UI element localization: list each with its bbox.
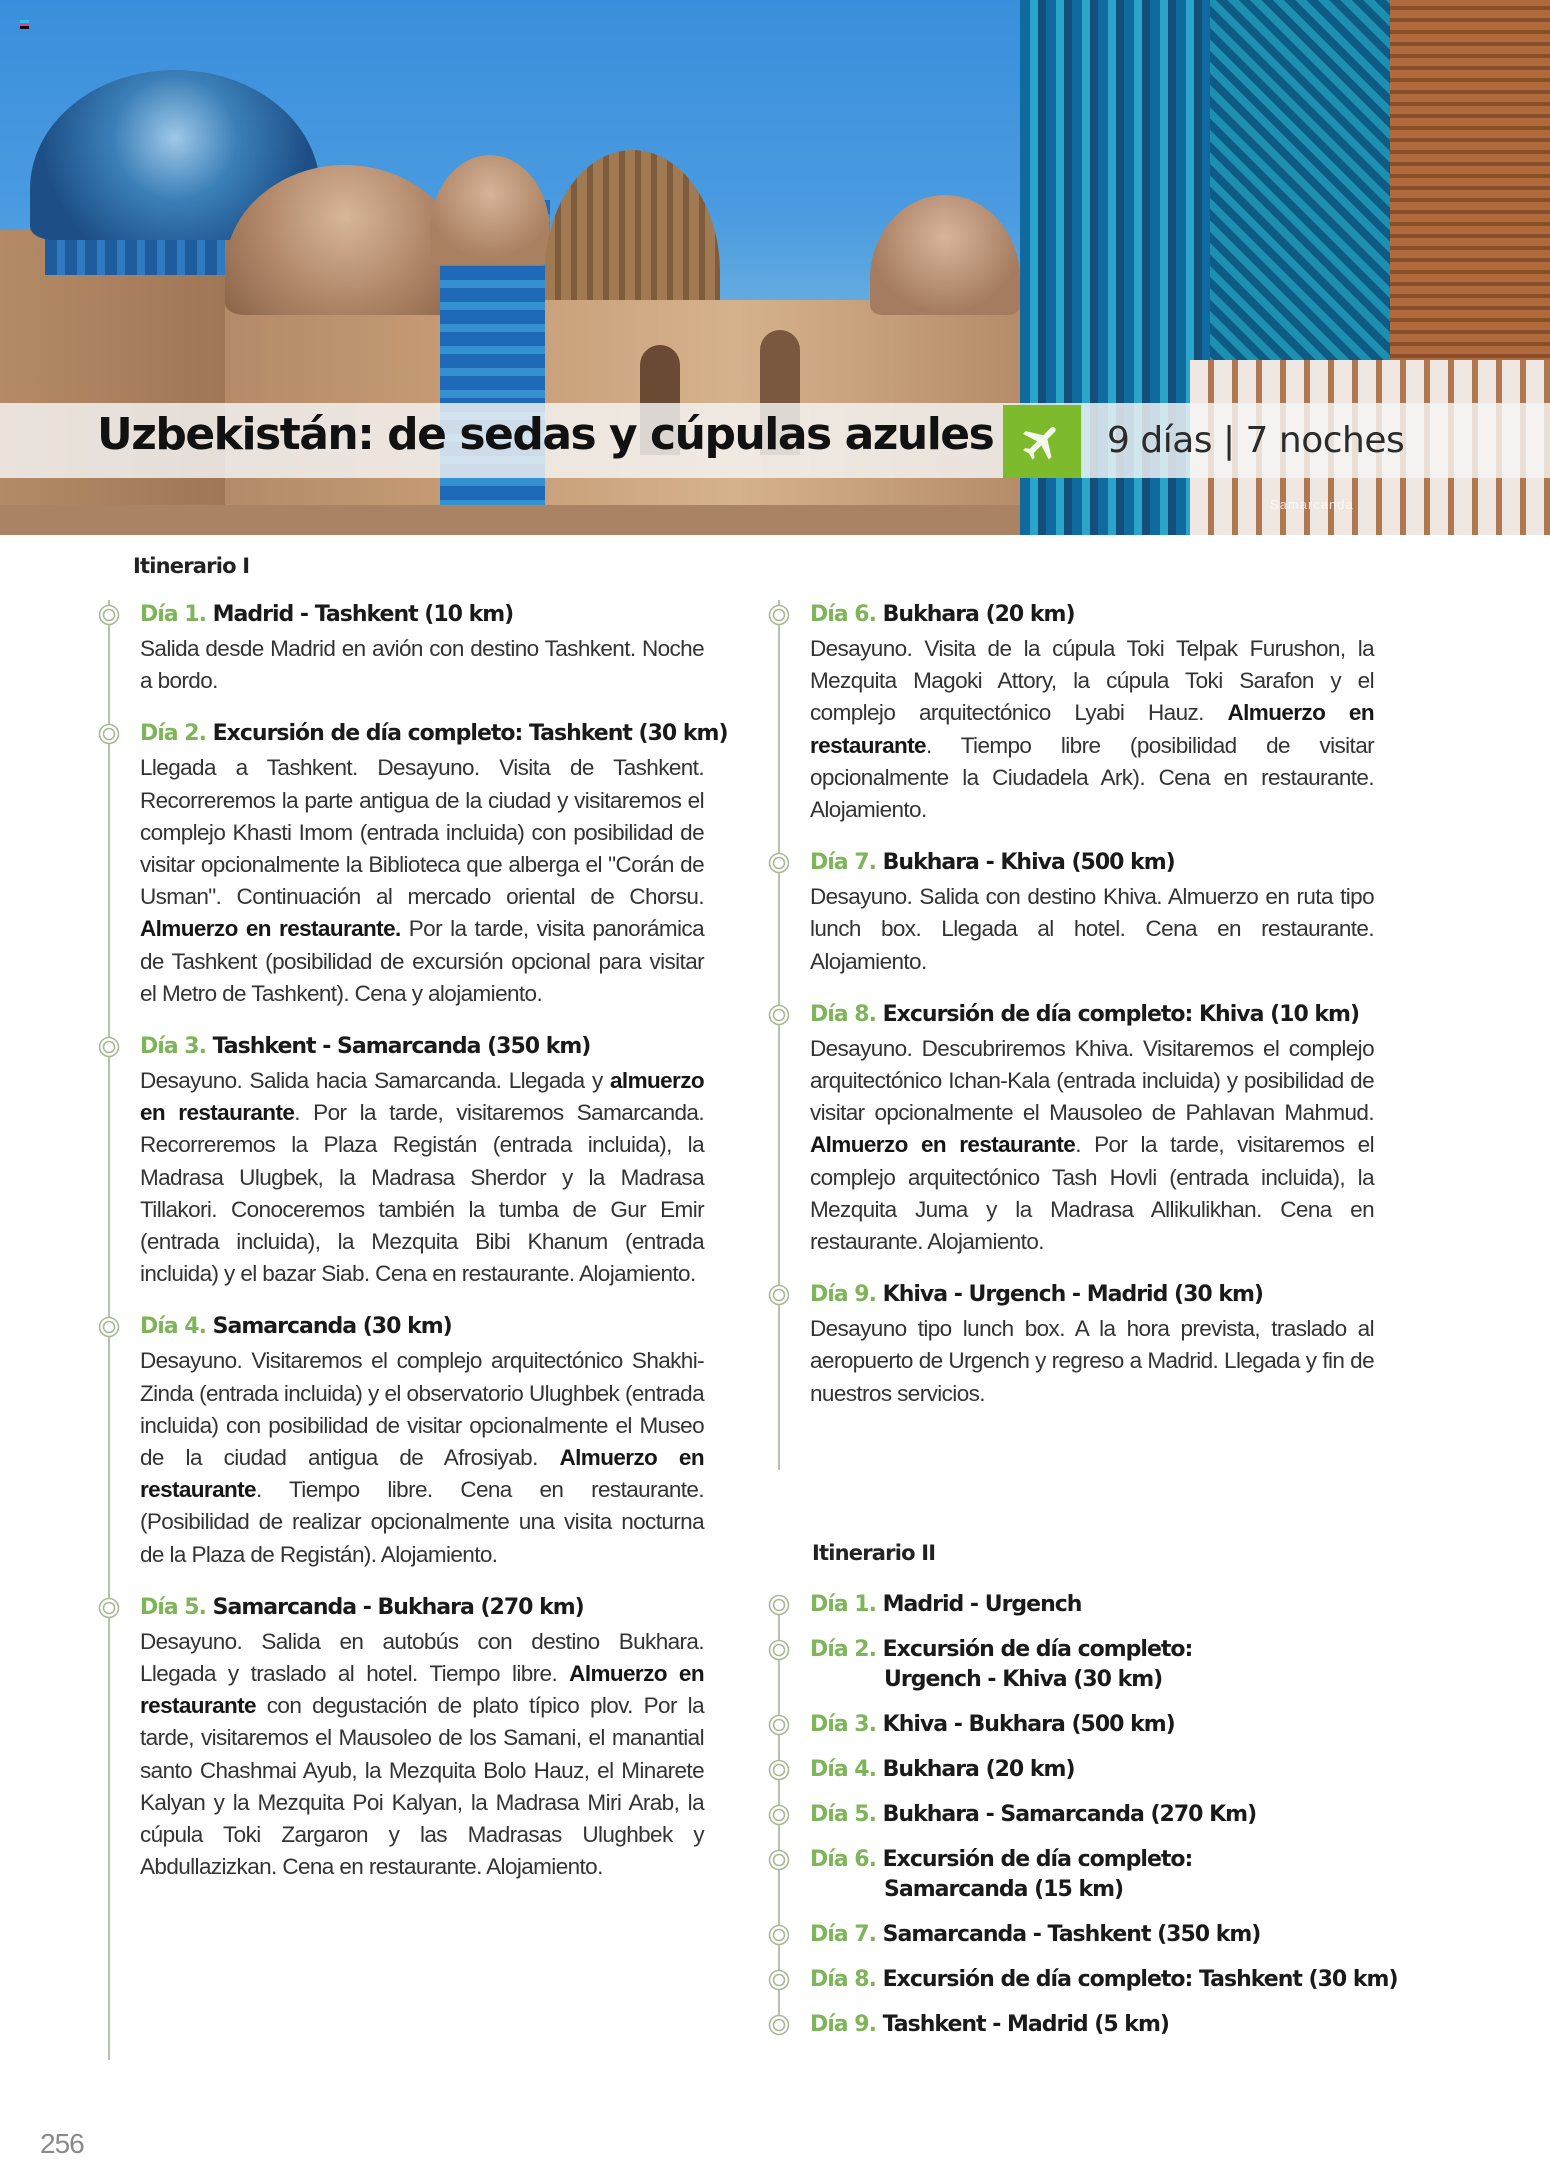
timeline-marker-icon bbox=[768, 1924, 790, 1946]
plane-badge bbox=[1003, 405, 1081, 478]
itinerary-2-title: Itinerario II bbox=[812, 1541, 936, 1565]
day-route: Khiva - Urgench - Madrid (30 km) bbox=[882, 1282, 1263, 1308]
day-label: Día 8. bbox=[810, 1967, 883, 1992]
print-registration-mark bbox=[20, 20, 29, 29]
photo-ribbed-dome bbox=[545, 150, 720, 325]
day-route: Tashkent - Madrid (5 km) bbox=[882, 2012, 1169, 2037]
day-label: Día 4. bbox=[810, 1757, 883, 1782]
itinerary-day bbox=[762, 1000, 1374, 1258]
day-route: Excursión de día completo: Tashkent (30 km) bbox=[882, 1967, 1398, 1992]
page-number: 256 bbox=[40, 2128, 84, 2159]
day-heading bbox=[140, 1312, 704, 1342]
trip-duration: 9 días | 7 noches bbox=[1107, 420, 1405, 461]
day-description: Desayuno. Visita de la cúpula Toki Telpak Furushon, la Mezquita Magoki Attory, la cúpula Toki Sarafon y el complejo arquitectónico Lyabi Hauz. Almuerzo en restaurante. Tiempo libre (posibilidad de visitar opcionalmente la Ciudadela Ark). Cena en restaurante. Alojamiento. bbox=[810, 636, 1374, 823]
day-route: Excursión de día completo: Khiva (10 km) bbox=[882, 1001, 1360, 1027]
timeline-marker-icon bbox=[768, 1759, 790, 1781]
day-heading bbox=[140, 1593, 704, 1623]
day-label: Día 7. bbox=[810, 1922, 883, 1947]
day-label: Día 5. bbox=[810, 1802, 883, 1827]
itinerary-2-day bbox=[762, 1755, 1462, 1785]
day-route: Excursión de día completo: Tashkent (30 km) bbox=[212, 721, 728, 747]
day-heading bbox=[810, 1280, 1374, 1310]
day-route: Excursión de día completo: bbox=[882, 1847, 1193, 1872]
day-route: Bukhara - Khiva (500 km) bbox=[882, 850, 1175, 876]
timeline-marker-icon bbox=[768, 1804, 790, 1826]
day-route: Samarcanda - Bukhara (270 km) bbox=[212, 1594, 584, 1620]
itinerary-day bbox=[92, 1312, 704, 1570]
itinerary-day bbox=[92, 1593, 704, 1884]
itinerary-day bbox=[762, 600, 1374, 826]
itinerary-day bbox=[92, 1032, 704, 1290]
day-route: Urgench - Khiva (30 km) bbox=[884, 1667, 1163, 1692]
day-route: Samarcanda (30 km) bbox=[212, 1314, 452, 1340]
timeline-marker-icon bbox=[98, 1036, 120, 1058]
meal-highlight: almuerzo en restaurante bbox=[140, 1068, 704, 1126]
day-label: Día 6. bbox=[810, 602, 883, 627]
day-description: Salida desde Madrid en avión con destino Tashkent. Noche a bordo. bbox=[140, 636, 704, 694]
photo-base bbox=[0, 505, 1020, 535]
timeline-marker-icon bbox=[98, 604, 120, 626]
day-route: Excursión de día completo: bbox=[882, 1637, 1193, 1662]
day-description: Desayuno. Salida en autobús con destino Bukhara. Llegada y traslado al hotel. Tiempo libre. Almuerzo en restaurante con degustación de plato típico plov. Por la tarde, visitaremos el Mausoleo de los Samani, el manantial santo Chashmai Ayub, la Mezquita Bolo Hauz, el Minarete Kalyan y la Mezquita Poi Kalyan, la Madrasa Miri Arab, la cúpula Toki Zargaron y las Madrasas Ulughbek y Abdullazizkan. Cena en restaurante. Alojamiento. bbox=[140, 1628, 704, 1880]
day-label: Día 5. bbox=[140, 1594, 213, 1620]
timeline-marker-icon bbox=[768, 2014, 790, 2036]
timeline-marker-icon bbox=[98, 723, 120, 745]
itinerary-1-column-right bbox=[762, 600, 1374, 1432]
day-heading bbox=[140, 719, 728, 749]
day-description: Desayuno. Descubriremos Khiva. Visitaremos el complejo arquitectónico Ichan-Kala (entrada incluida) y posibilidad de visitar opcionalmente el Mausoleo de Pahlavan Mahmud. Almuerzo en restaurante. Por la tarde, visitaremos el complejo arquitectónico Tash Hovli (entrada incluida), la Mezquita Juma y la Madrasa Allikulikhan. Cena en restaurante. Alojamiento. bbox=[810, 1035, 1374, 1255]
itinerary-day bbox=[762, 848, 1374, 978]
timeline-marker-icon bbox=[768, 1594, 790, 1616]
photo-tiled-portal bbox=[1210, 0, 1400, 390]
day-description: Desayuno. Salida con destino Khiva. Almuerzo en ruta tipo lunch box. Llegada al hotel. Cena en restaurante. Alojamiento. bbox=[810, 884, 1374, 974]
meal-highlight: Almuerzo en restaurante bbox=[810, 700, 1374, 758]
day-label: Día 1. bbox=[140, 602, 213, 627]
meal-highlight: Almuerzo en restaurante bbox=[140, 1661, 704, 1719]
photo-brick-dome bbox=[430, 155, 550, 265]
day-heading bbox=[810, 600, 1374, 630]
plane-icon bbox=[1019, 419, 1065, 465]
timeline-marker-icon bbox=[768, 852, 790, 874]
day-label: Día 2. bbox=[810, 1637, 883, 1662]
day-route: Bukhara - Samarcanda (270 Km) bbox=[882, 1802, 1257, 1827]
timeline-marker-icon bbox=[768, 604, 790, 626]
itinerary-1-title: Itinerario I bbox=[133, 554, 250, 578]
itinerary-day bbox=[92, 719, 728, 1010]
day-label: Día 8. bbox=[810, 1001, 883, 1027]
timeline-marker-icon bbox=[98, 1316, 120, 1338]
timeline-marker-icon bbox=[768, 1969, 790, 1991]
day-description: Desayuno. Salida hacia Samarcanda. Llegada y almuerzo en restaurante. Por la tarde, visitaremos Samarcanda. Recorreremos la Plaza Registán (entrada incluida), la Madrasa Ulugbek, la Madrasa Sherdor y la Madrasa Tillakori. Conoceremos también la tumba de Gur Emir (entrada incluida), la Mezquita Bibi Khanum (entrada incluida) y el bazar Siab. Cena en restaurante. Alojamiento. bbox=[140, 1068, 704, 1287]
day-route: Khiva - Bukhara (500 km) bbox=[882, 1712, 1175, 1737]
itinerary-2-day bbox=[762, 1800, 1462, 1830]
day-label: Día 3. bbox=[140, 1034, 213, 1060]
itinerary-2-day bbox=[762, 2010, 1462, 2040]
day-heading bbox=[810, 848, 1374, 878]
day-label: Día 7. bbox=[810, 850, 883, 876]
photo-brick-wall bbox=[1390, 0, 1550, 390]
page-title: Uzbekistán: de sedas y cúpulas azules bbox=[97, 409, 994, 460]
day-route: Madrid - Urgench bbox=[882, 1592, 1082, 1617]
photo-caption: Samarcanda bbox=[1270, 497, 1354, 512]
itinerary-2-day bbox=[762, 1965, 1462, 1995]
day-route: Tashkent - Samarcanda (350 km) bbox=[212, 1034, 591, 1060]
meal-highlight: Almuerzo en restaurante bbox=[810, 1132, 1076, 1158]
itinerary-2-day bbox=[762, 1845, 1462, 1905]
day-description: Llegada a Tashkent. Desayuno. Visita de Tashkent. Recorreremos la parte antigua de la ciudad y visitaremos el complejo Khasti Imom (entrada incluida) con posibilidad de visitar opcionalmente la Biblioteca que alberga el "Corán de Usman". Continuación al mercado oriental de Chorsu. Almuerzo en restaurante. Por la tarde, visita panorámica de Tashkent (posibilidad de excursión opcional para visitar el Metro de Tashkent). Cena y alojamiento. bbox=[140, 755, 704, 1006]
day-route: Samarcanda - Tashkent (350 km) bbox=[882, 1922, 1261, 1947]
itinerary-2-day bbox=[762, 1710, 1462, 1740]
day-heading bbox=[140, 1032, 704, 1062]
timeline-marker-icon bbox=[98, 1597, 120, 1619]
timeline-marker-icon bbox=[768, 1639, 790, 1661]
itinerary-day bbox=[762, 1280, 1374, 1410]
timeline-marker-icon bbox=[768, 1004, 790, 1026]
day-label: Día 1. bbox=[810, 1592, 883, 1617]
itinerary-2-day bbox=[762, 1920, 1462, 1950]
photo-building bbox=[0, 230, 260, 535]
itinerary-2-day bbox=[762, 1590, 1462, 1620]
timeline-marker-icon bbox=[768, 1714, 790, 1736]
day-label: Día 9. bbox=[810, 1282, 883, 1308]
day-description: Desayuno. Visitaremos el complejo arquitectónico Shakhi-Zinda (entrada incluida) y el observatorio Ulughbek (entrada incluida) con posibilidad de visitar opcionalmente el Museo de la ciudad antigua de Afrosiyab. Almuerzo en restaurante. Tiempo libre. Cena en restaurante. (Posibilidad de realizar opcionalmente una visita nocturna de la Plaza de Registán). Alojamiento. bbox=[140, 1348, 704, 1567]
timeline-marker-icon bbox=[768, 1849, 790, 1871]
day-label: Día 3. bbox=[810, 1712, 883, 1737]
day-heading bbox=[140, 600, 704, 630]
timeline-marker-icon bbox=[768, 1284, 790, 1306]
itinerary-2-day bbox=[762, 1635, 1462, 1695]
day-heading bbox=[810, 1000, 1374, 1030]
day-label: Día 2. bbox=[140, 721, 213, 747]
day-label: Día 4. bbox=[140, 1314, 213, 1340]
day-label: Día 9. bbox=[810, 2012, 883, 2037]
itinerary-1-column-left bbox=[92, 600, 728, 1906]
photo-brick-dome bbox=[870, 195, 1020, 315]
itinerary-day bbox=[92, 600, 704, 697]
meal-highlight: Almuerzo en restaurante bbox=[140, 1445, 704, 1503]
day-route: Bukhara (20 km) bbox=[882, 602, 1075, 627]
day-route: Samarcanda (15 km) bbox=[884, 1877, 1124, 1902]
day-route: Bukhara (20 km) bbox=[882, 1757, 1075, 1782]
day-route: Madrid - Tashkent (10 km) bbox=[212, 602, 514, 627]
itinerary-2-list bbox=[762, 1590, 1462, 2055]
meal-highlight: Almuerzo en restaurante. bbox=[140, 916, 401, 942]
day-description: Desayuno tipo lunch box. A la hora prevista, traslado al aeropuerto de Urgench y regreso a Madrid. Llegada y fin de nuestros servicios. bbox=[810, 1316, 1374, 1406]
day-label: Día 6. bbox=[810, 1847, 883, 1872]
